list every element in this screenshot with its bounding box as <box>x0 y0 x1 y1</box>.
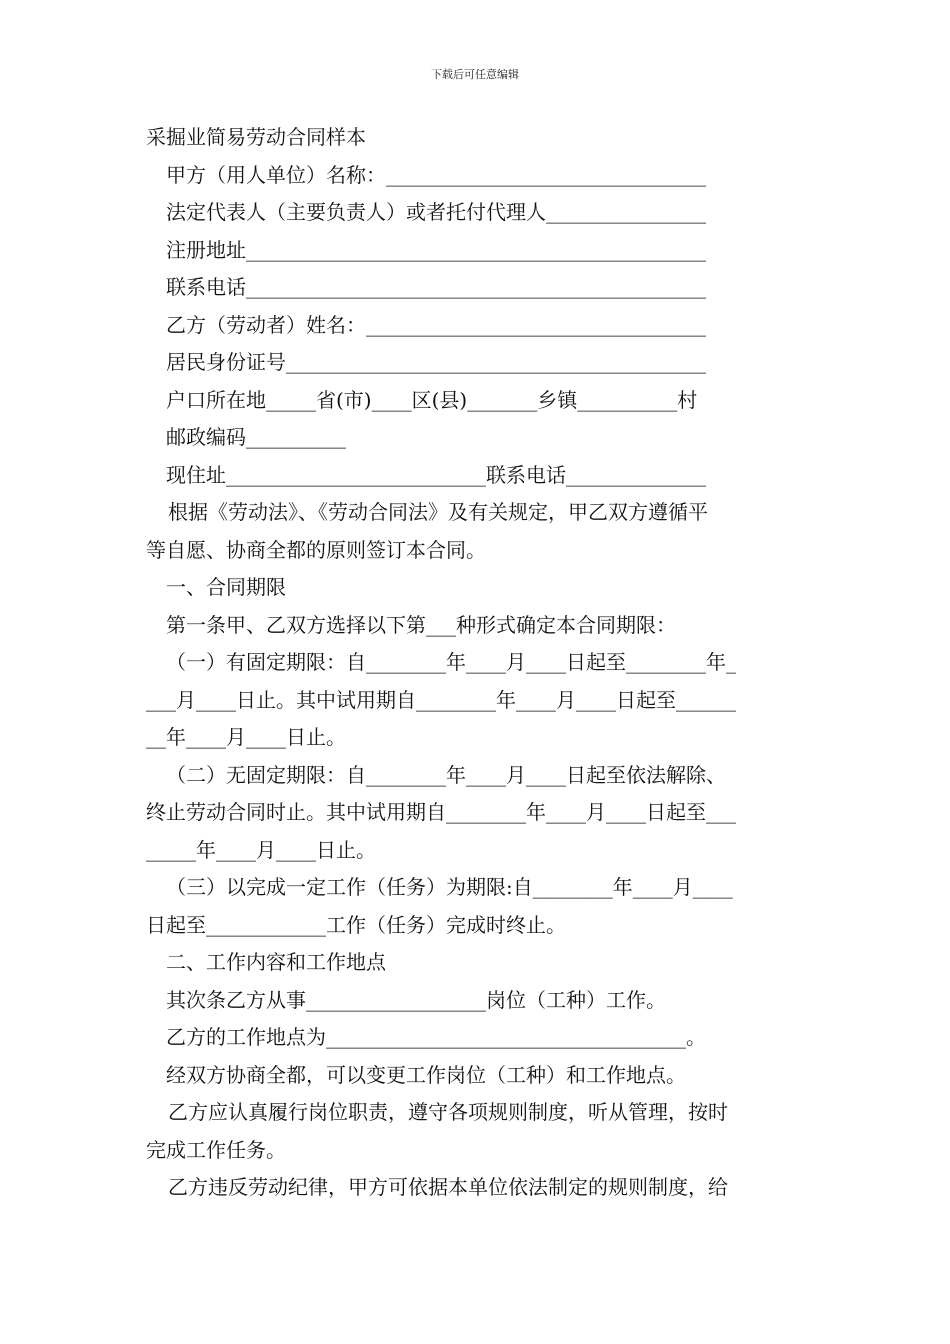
current-address-line: 现住址__________________________联系电话______________ <box>166 462 706 487</box>
article-line: 第一条甲、乙双方选择以下第___种形式确定本合同期限： <box>166 612 676 637</box>
document-title: 采掘业简易劳动合同样本 <box>146 125 366 149</box>
term-option-line: （二）无固定期限：自________年____月____日起至依法解除、 <box>166 762 726 787</box>
party-a-name-line: 甲方（用人单位）名称：________________________________ <box>166 162 706 187</box>
term-option-line: （一）有固定期限：自________年____月____日起至________年_ <box>166 650 736 674</box>
paragraph-line: 乙方违反劳动纪律，甲方可依据本单位依法制定的规则制度，给 <box>168 1175 728 1199</box>
paragraph-line: 完成工作任务。 <box>146 1137 286 1162</box>
paragraph-line: 经双方协商全都，可以变更工作岗位（工种）和工作地点。 <box>166 1062 686 1087</box>
work-location-line: 乙方的工作地点为____________________________________。 <box>166 1025 706 1049</box>
article-line: 其次条乙方从事__________________岗位（工种）工作。 <box>166 987 666 1012</box>
section-heading: 二、工作内容和工作地点 <box>166 950 386 974</box>
paragraph-line: 根据《劳动法》、《劳动合同法》及有关规定，甲乙双方遵循平 <box>168 500 708 524</box>
party-b-name-line: 乙方（劳动者）姓名：__________________________________ <box>166 312 706 337</box>
paragraph-line: 乙方应认真履行岗位职责，遵守各项规则制度，听从管理，按时 <box>168 1100 728 1124</box>
legal-representative-line: 法定代表人（主要负责人）或者托付代理人________________ <box>166 200 706 224</box>
paragraph-line: 等自愿、协商全都的原则签订本合同。 <box>146 537 486 562</box>
id-number-line: 居民身份证号__________________________________________ <box>166 350 706 374</box>
term-option-line: ___月____日止。其中试用期自________年____月____日起至______ <box>146 687 736 712</box>
party-a-phone-line: 联系电话______________________________________________ <box>166 275 706 299</box>
document-body <box>146 119 808 1207</box>
term-option-line: 终止劳动合同时止。其中试用期自________年____月____日起至___ <box>146 800 736 824</box>
term-option-line: __年____月____日止。 <box>146 725 346 749</box>
postal-code-line: 邮政编码__________ <box>166 425 346 449</box>
term-option-line: （三）以完成一定工作（任务）为期限:自________年____月____ <box>166 875 733 899</box>
term-option-line: 日起至____________工作（任务）完成时终止。 <box>146 912 566 937</box>
registered-address-line: 注册地址______________________________________________ <box>166 237 706 262</box>
household-registration-line: 户口所在地_____省(市)____区(县)_______乡镇__________村 <box>166 387 698 412</box>
page-header: 下载后可任意编辑 <box>431 68 519 81</box>
term-option-line: _____年____月____日止。 <box>146 837 376 862</box>
section-heading: 一、合同期限 <box>166 575 286 599</box>
